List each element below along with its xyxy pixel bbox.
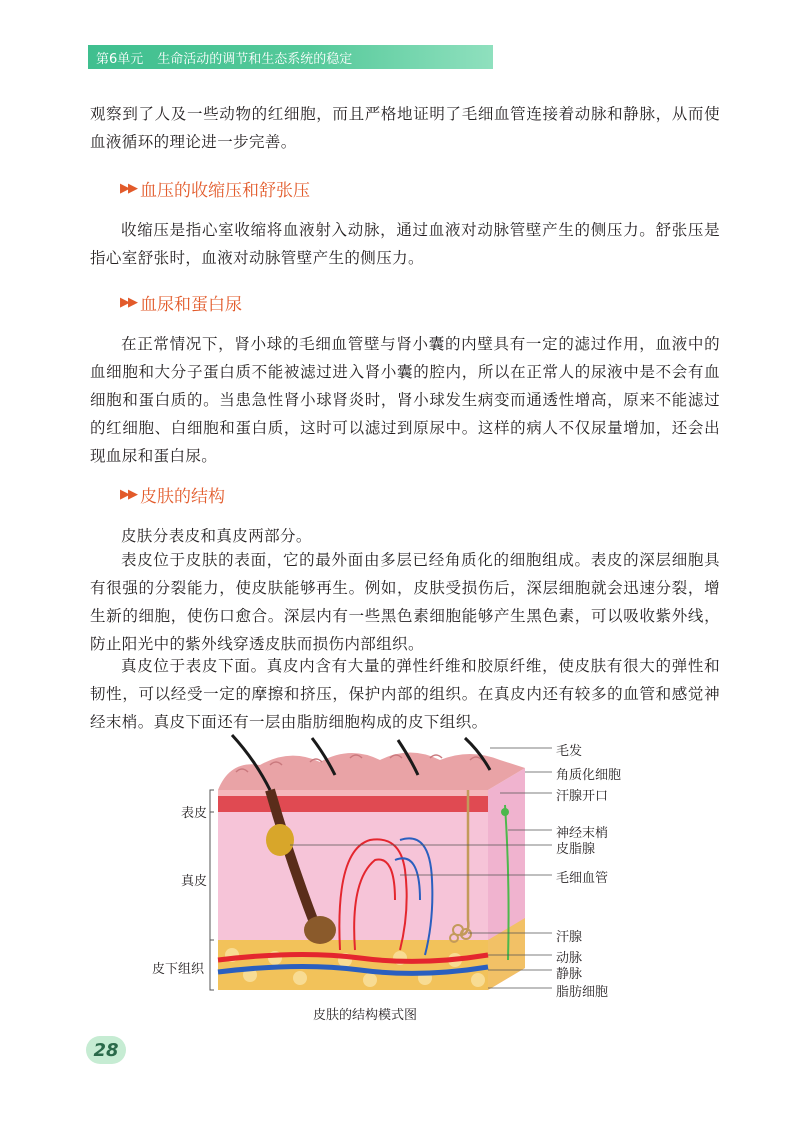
dermis-layer	[218, 812, 488, 940]
paragraph-skin-parts: 皮肤分表皮和真皮两部分。	[121, 527, 312, 545]
left-brackets	[210, 790, 214, 990]
label-sebaceous: 皮脂腺	[556, 842, 596, 857]
arrow-icon: ▶▶	[120, 295, 136, 310]
label-capillary: 毛细血管	[556, 871, 609, 886]
label-keratinized: 角质化细胞	[556, 768, 622, 783]
label-sweat-pore: 汗腺开口	[556, 789, 609, 804]
label-subcutis: 皮下组织	[152, 962, 205, 977]
paragraph-hematuria: 在正常情况下，肾小球的毛细血管壁与肾小囊的内壁具有一定的滤过作用，血液中的血细胞和大分子蛋白质不能被滤过进入肾小囊的腔内，所以在正常人的尿液中是不会有血细胞和蛋白质的。当患急性肾小球肾炎时，肾小球发生病变而通透性增高，原来不能滤过的红细胞、白细胞和蛋白质，这时可以滤过到原尿中。这样的病人不仅尿量增加，还会出现血尿和蛋白尿。	[90, 335, 720, 465]
unit-label: 第6单元	[96, 51, 144, 67]
hair-bulb	[304, 916, 336, 944]
subcutaneous-fat-layer	[218, 940, 488, 990]
section-title: 皮肤的结构	[140, 487, 225, 507]
label-epidermis: 表皮	[181, 806, 208, 821]
section-title: 血压的收缩压和舒张压	[140, 181, 310, 201]
paragraph-epidermis: 表皮位于皮肤的表面，它的最外面由多层已经角质化的细胞组成。表皮的深层细胞具有很强的分裂能力，使皮肤能够再生。例如，皮肤受损伤后，深层细胞就会迅速分裂，增生新的细胞，使伤口愈合。深层内有一些黑色素细胞能够产生黑色素，可以吸收紫外线，防止阳光中的紫外线穿透皮肤而损伤内部组织。	[90, 551, 720, 653]
sebaceous-gland-shape	[266, 824, 294, 856]
arrow-icon: ▶▶	[120, 181, 136, 196]
keratin-layer	[218, 790, 488, 796]
label-fat-cell: 脂肪细胞	[556, 985, 609, 1000]
figure-caption: 皮肤的结构模式图	[313, 1008, 418, 1023]
label-artery: 动脉	[556, 951, 583, 966]
label-sweat-gland: 汗腺	[556, 930, 583, 945]
nerve-ending-dot	[501, 808, 509, 816]
paragraph-intro: 观察到了人及一些动物的红细胞，而且严格地证明了毛细血管连接着动脉和静脉，从而使血液循环的理论进一步完善。	[90, 105, 720, 151]
paragraph-blood-pressure: 收缩压是指心室收缩将血液射入动脉，通过血液对动脉管壁产生的侧压力。舒张压是指心室舒张时，血液对动脉管壁产生的侧压力。	[90, 221, 720, 267]
label-hair: 毛发	[556, 744, 583, 759]
section-title: 血尿和蛋白尿	[140, 295, 242, 315]
label-dermis: 真皮	[181, 874, 208, 889]
arrow-icon: ▶▶	[120, 487, 136, 502]
unit-title: 生命活动的调节和生态系统的稳定	[157, 51, 353, 67]
paragraph-dermis: 真皮位于表皮下面。真皮内含有大量的弹性纤维和胶原纤维，使皮肤有很大的弹性和韧性，可以经受一定的摩擦和挤压，保护内部的组织。在真皮内还有较多的血管和感觉神经末梢。真皮下面还有一层由脂肪细胞构成的皮下组织。	[90, 657, 720, 731]
label-vein: 静脉	[556, 967, 583, 982]
label-nerve-ending: 神经末梢	[556, 826, 609, 841]
page-number: 28	[86, 1036, 126, 1064]
